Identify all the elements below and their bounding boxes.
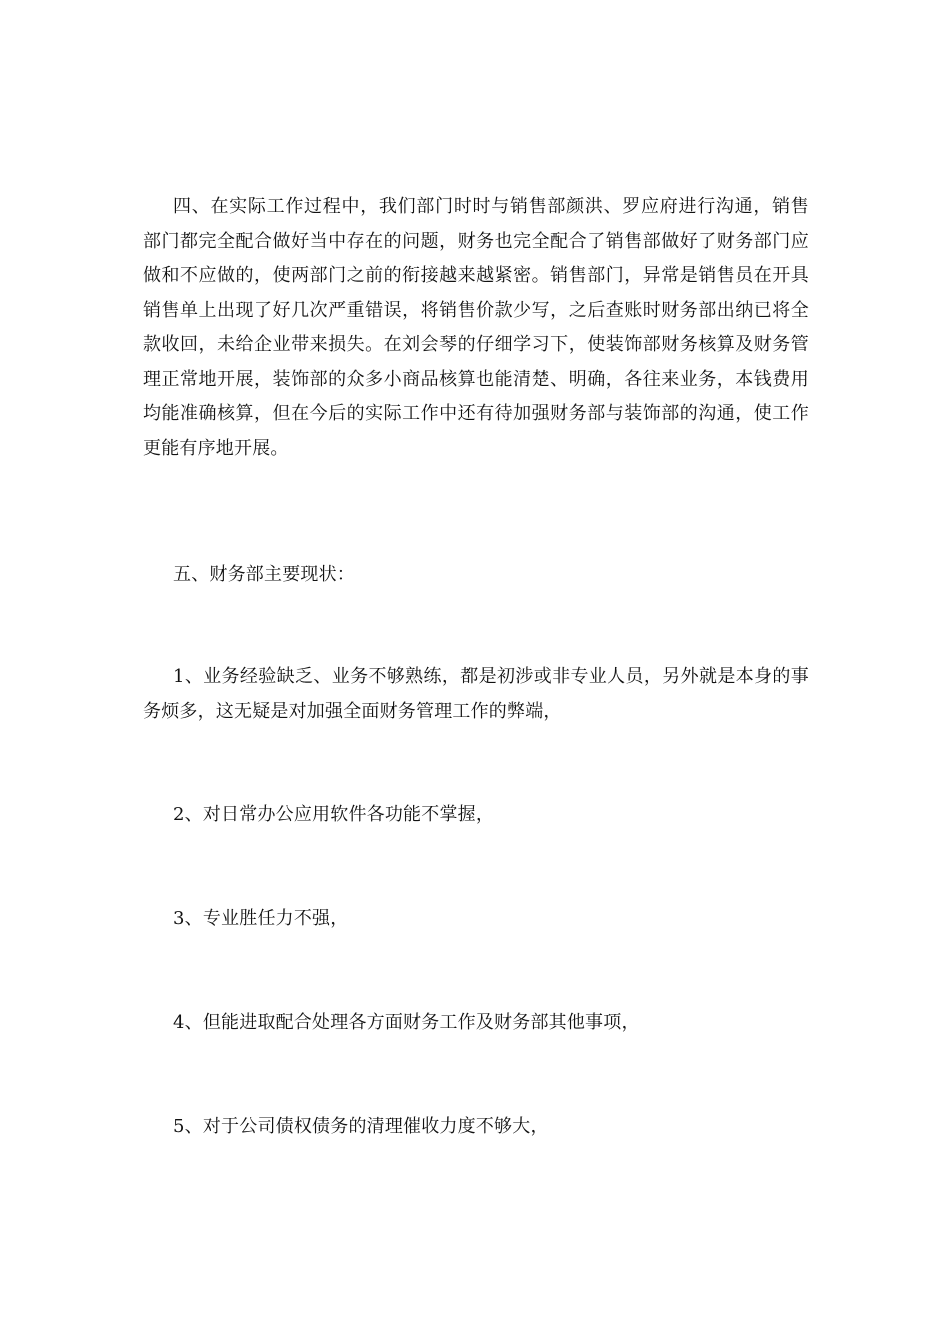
- section-heading-finance-status: 五、财务部主要现状：: [173, 564, 355, 585]
- list-item-2: 2、对日常办公应用软件各功能不掌握，: [173, 804, 495, 825]
- list-item-1: 1、业务经验缺乏、业务不够熟练，都是初涉或非专业人员，另外就是本身的事务烦多，这无疑是对加强全面财务管理工作的弊端，: [143, 666, 809, 722]
- list-item-5: 5、对于公司债权债务的清理催收力度不够大，: [173, 1116, 549, 1137]
- list-item-4: 4、但能进取配合处理各方面财务工作及财务部其他事项，: [173, 1012, 640, 1033]
- paragraph-sales-coordination: 四、在实际工作过程中，我们部门时时与销售部颜洪、罗应府进行沟通，销售部门都完全配合做好当中存在的问题，财务也完全配合了销售部做好了财务部门应做和不应做的，使两部门之前的衔接越来越紧密。销售部门，异常是销售员在开具销售单上出现了好几次严重错误，将销售价款少写，之后查账时财务部出纳已将全款收回，未给企业带来损失。在刘会琴的仔细学习下，使装饰部财务核算及财务管理正常地开展，装饰部的众多小商品核算也能清楚、明确，各往来业务，本钱费用均能准确核算，但在今后的实际工作中还有待加强财务部与装饰部的沟通，使工作更能有序地开展。: [143, 196, 809, 459]
- list-item-3: 3、专业胜任力不强，: [173, 908, 349, 929]
